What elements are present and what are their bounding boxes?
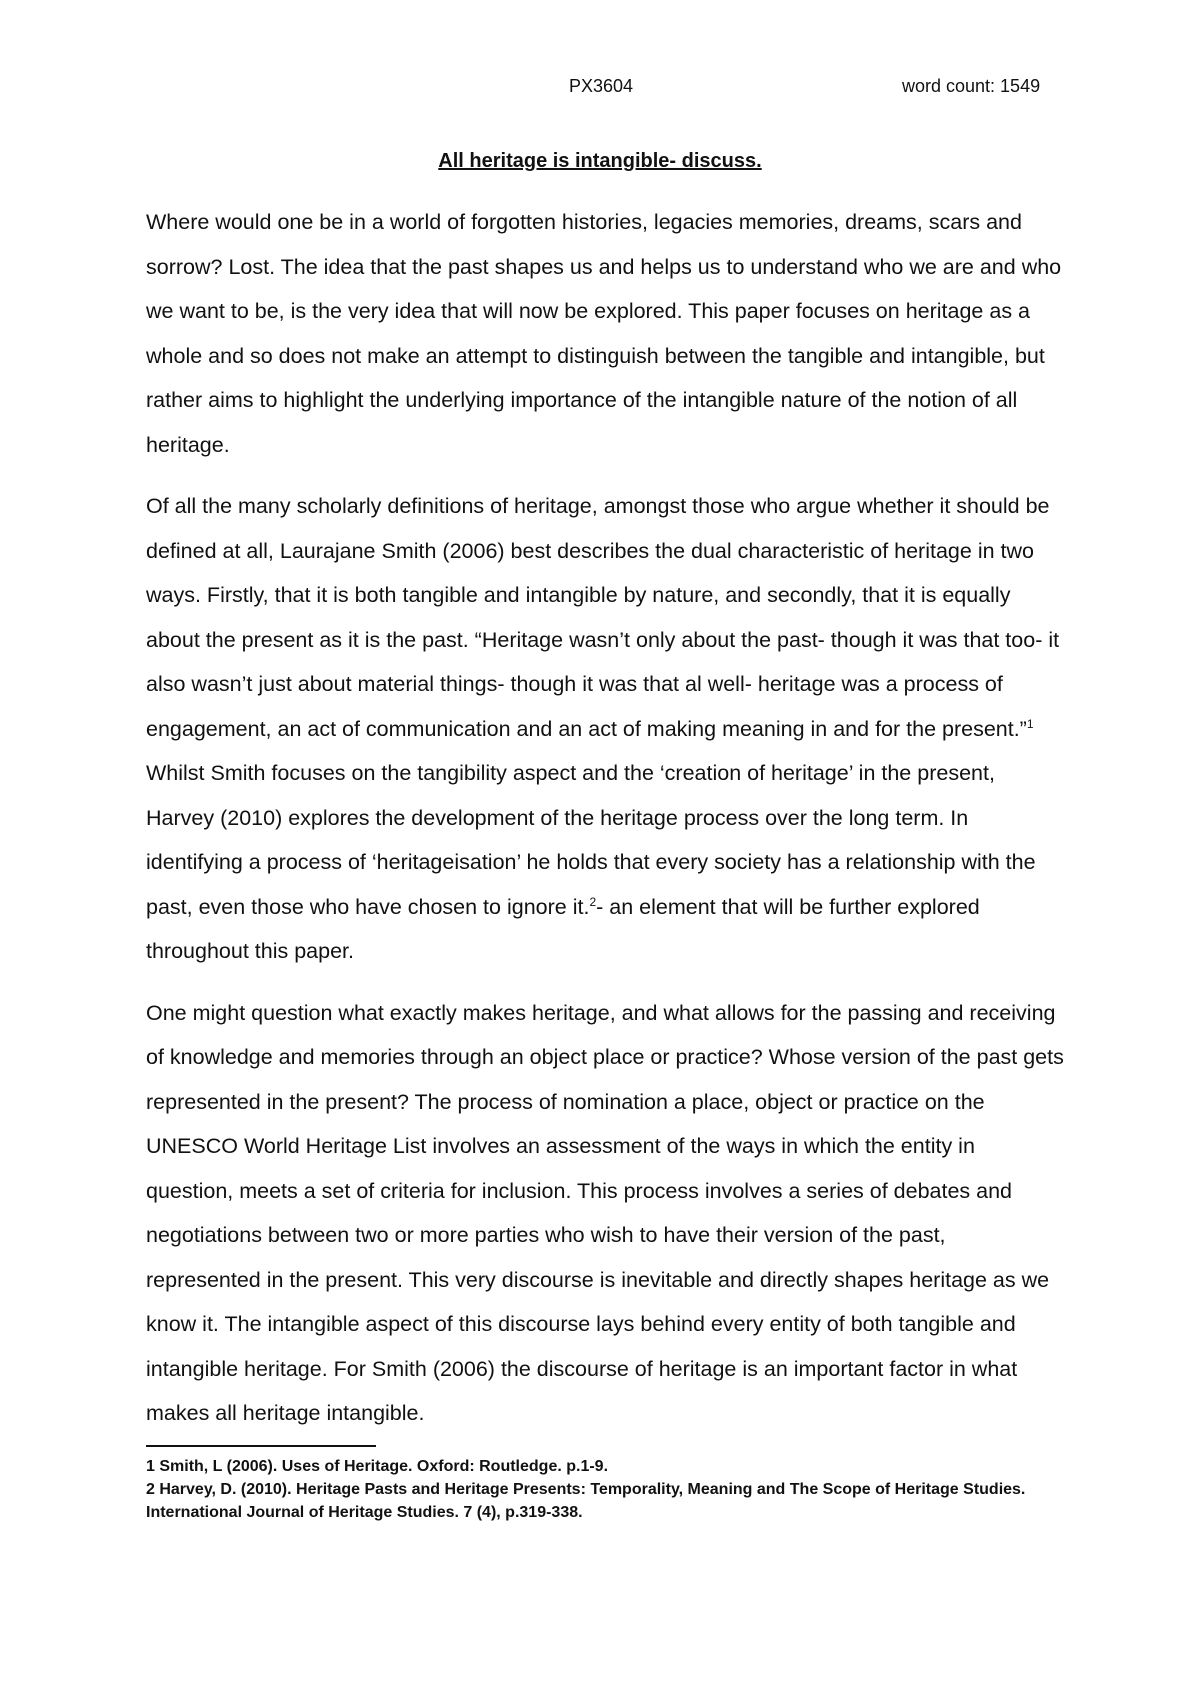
word-count: word count: 1549 xyxy=(902,76,1041,96)
paragraph-1: Where would one be in a world of forgotten histories, legacies memories, dreams, scars and sorrow? Lost. The idea that the past shapes us and helps us to understand who we are and who we want to be, is the very idea that will now be explored. This paper focuses on heritage as a whole and so does not make an attempt to distinguish between the tangible and intangible, but rather aims to highlight the underlying importance of the intangible nature of the notion of all heritage. xyxy=(146,210,1062,457)
paragraph-2 xyxy=(146,484,1066,974)
footnote-2: 2 Harvey, D. (2010). Heritage Pasts and Heritage Presents: Temporality, Meaning and The Scope of Heritage Studies. International Journal of Heritage Studies. 7 (4), p.319-338. xyxy=(146,1481,1026,1521)
page-header xyxy=(0,76,1200,102)
essay-body xyxy=(146,200,1066,1453)
module-code: PX3604 xyxy=(569,76,634,96)
essay-title: All heritage is intangible- discuss. xyxy=(438,150,762,172)
paragraph-3: One might question what exactly makes heritage, and what allows for the passing and receiving of knowledge and memories through an object place or practice? Whose version of the past gets represented in the present? The process of nomination a place, object or practice on the UNESCO World Heritage List involves an assessment of the ways in which the entity in question, meets a set of criteria for inclusion. This process involves a series of debates and negotiations between two or more parties who wish to have their version of the past, represented in the present. This very discourse is inevitable and directly shapes heritage as we know it. The intangible aspect of this discourse lays behind every entity of both tangible and intangible heritage. For Smith (2006) the discourse of heritage is an important factor in what makes all heritage intangible. xyxy=(146,1000,1064,1425)
paragraph-2-part-2: Whilst Smith focuses on the tangibility aspect and the ‘creation of heritage’ in the present, Harvey (2010) explores the development of the heritage process over the long term. In identifying a process of ‘heritageisation’ he holds that every society has a relationship with the past, even those who have chosen to ignore it. xyxy=(146,761,1036,919)
paragraph-2-part-1: Of all the many scholarly definitions of heritage, amongst those who argue whether it should be defined at all, Laurajane Smith (2006) best describes the dual characteristic of heritage in two ways. Firstly, that it is both tangible and intangible by nature, and secondly, that it is equally about the present as it is the past. “Heritage wasn’t only about the past- though it was that too- it also wasn’t just about material things- though it was that al well- heritage was a process of engagement, an act of communication and an act of making meaning in and for the present.” xyxy=(146,494,1060,741)
footnote-1: 1 Smith, L (2006). Uses of Heritage. Oxford: Routledge. p.1-9. xyxy=(146,1458,609,1475)
footnote-ref-1: 1 xyxy=(1026,716,1034,731)
footnote-separator xyxy=(146,1445,376,1447)
footnote-ref-2: 2 xyxy=(589,894,597,909)
paragraph-2-part-3: - an element that will be further explored throughout this paper. xyxy=(146,894,980,963)
footnotes xyxy=(146,1455,1066,1524)
